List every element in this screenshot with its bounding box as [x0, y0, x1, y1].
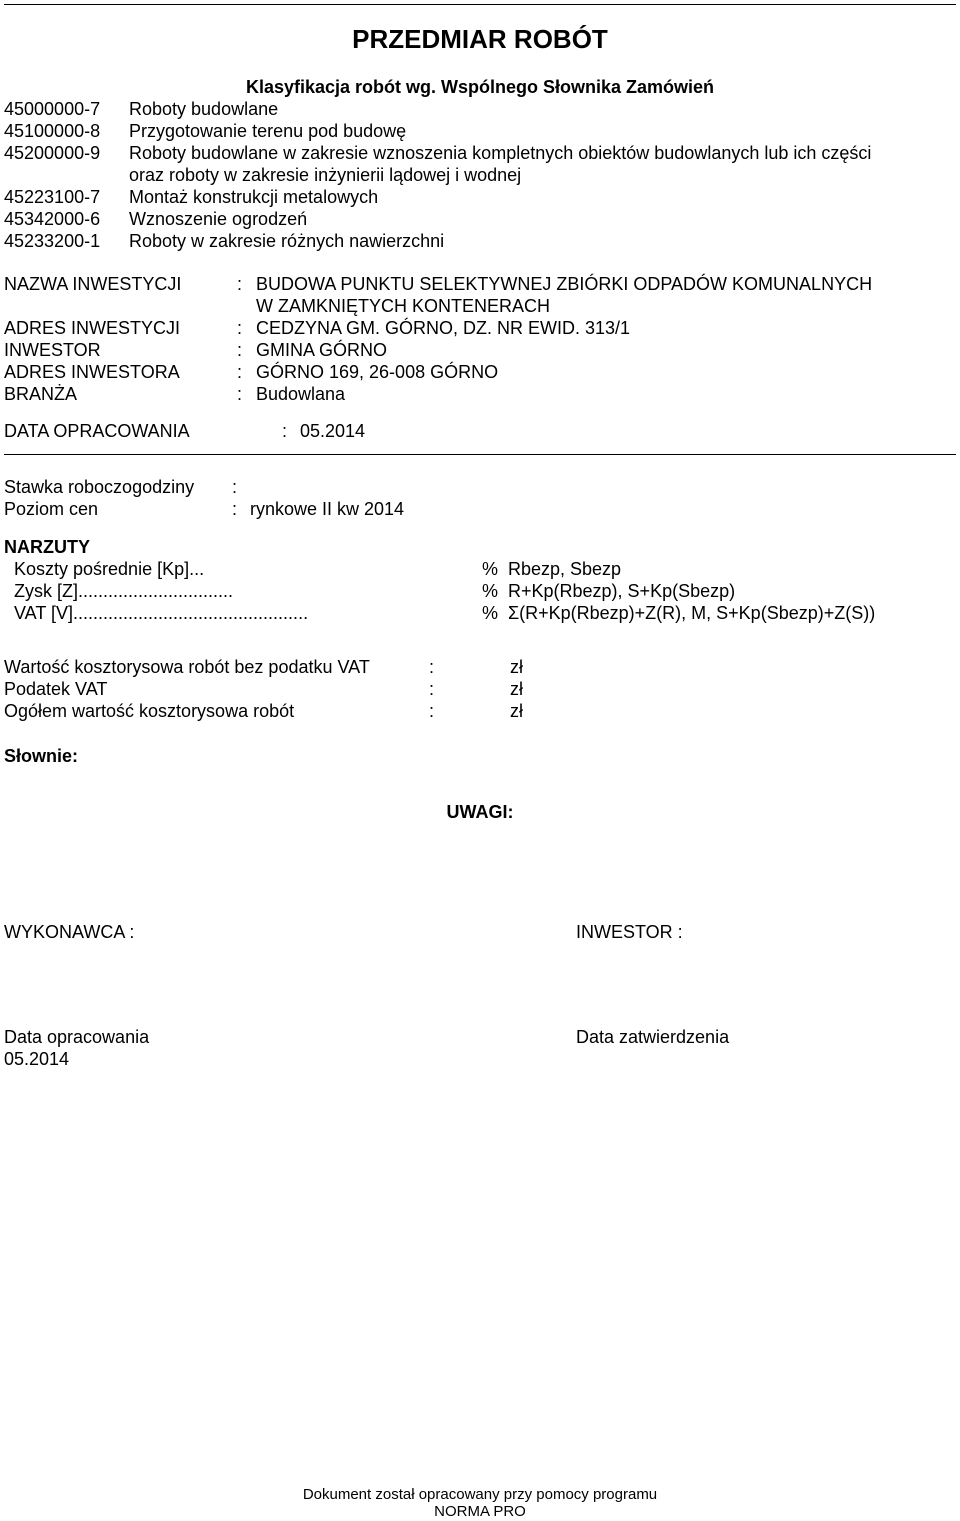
investment-name-label: NAZWA INWESTYCJI — [4, 274, 182, 294]
middle-rule — [4, 454, 956, 455]
investor-label: INWESTOR — [4, 340, 101, 360]
branch-label: BRANŻA — [4, 384, 78, 404]
investment-name-value: BUDOWA PUNKTU SELEKTYWNEJ ZBIÓRKI ODPADÓW KOMUNALNYCH — [256, 274, 873, 294]
cpv-code: 45233200-1 — [4, 231, 101, 251]
cpv-code: 45200000-9 — [4, 143, 101, 163]
cpv-code: 45000000-7 — [4, 99, 101, 119]
notes-label: UWAGI: — [446, 802, 514, 822]
cpv-code: 45100000-8 — [4, 121, 101, 141]
footer-line-2: NORMA PRO — [434, 1503, 526, 1520]
hourly-rate-label: Stawka roboczogodziny — [4, 477, 195, 497]
indirect-costs-label: Koszty pośrednie [Kp]... — [14, 559, 205, 579]
separator: : — [237, 274, 243, 294]
investment-address-label: ADRES INWESTYCJI — [4, 318, 181, 338]
investment-address-value: CEDZYNA GM. GÓRNO, DZ. NR EWID. 313/1 — [256, 318, 631, 338]
footer-line-1: Dokument został opracowany przy pomocy programu — [302, 1486, 658, 1503]
cpv-code: 45223100-7 — [4, 187, 101, 207]
vat-formula: Σ(R+Kp(Rbezp)+Z(R), M, S+Kp(Sbezp)+Z(S)) — [508, 603, 876, 623]
separator: : — [429, 701, 435, 721]
indirect-costs-formula: Rbezp, Sbezp — [508, 559, 622, 579]
price-level-label: Poziom cen — [4, 499, 99, 519]
separator: : — [232, 499, 238, 519]
currency: zł — [510, 701, 523, 721]
investor-address-label: ADRES INWESTORA — [4, 362, 180, 382]
separator: : — [282, 421, 288, 441]
profit-label: Zysk [Z]............................... — [14, 581, 234, 601]
percent-sign: % — [482, 603, 499, 623]
classification-heading: Klasyfikacja robót wg. Wspólnego Słownika Zamówień — [245, 77, 715, 97]
currency: zł — [510, 657, 523, 677]
words-label: Słownie: — [4, 746, 79, 766]
vat-markup-label: VAT [V]............................................... — [14, 603, 309, 623]
investor-address-value: GÓRNO 169, 26-008 GÓRNO — [256, 362, 499, 382]
markups-heading: NARZUTY — [4, 537, 90, 557]
contractor-label: WYKONAWCA : — [4, 922, 135, 942]
separator: : — [237, 318, 243, 338]
profit-formula: R+Kp(Rbezp), S+Kp(Sbezp) — [508, 581, 736, 601]
cpv-name: Przygotowanie terenu pod budowę — [129, 121, 407, 141]
total-value-label: Ogółem wartość kosztorysowa robót — [4, 701, 295, 721]
net-value-label: Wartość kosztorysowa robót bez podatku VAT — [4, 657, 370, 677]
price-level-value: rynkowe II kw 2014 — [250, 499, 405, 519]
prep-date-label: Data opracowania — [4, 1027, 150, 1047]
separator: : — [429, 657, 435, 677]
branch-value: Budowlana — [256, 384, 346, 404]
percent-sign: % — [482, 559, 499, 579]
investment-name-value-line2: W ZAMKNIĘTYCH KONTENERACH — [256, 296, 551, 316]
separator: : — [232, 477, 238, 497]
date-label: DATA OPRACOWANIA — [4, 421, 190, 441]
cpv-name: Roboty budowlane w zakresie wznoszenia kompletnych obiektów budowlanych lub ich części — [129, 143, 872, 163]
cpv-name: Wznoszenie ogrodzeń — [129, 209, 308, 229]
investor-sign-label: INWESTOR : — [576, 922, 683, 942]
separator: : — [237, 340, 243, 360]
approval-date-label: Data zatwierdzenia — [576, 1027, 730, 1047]
percent-sign: % — [482, 581, 499, 601]
cpv-name: Roboty budowlane — [129, 99, 279, 119]
vat-value-label: Podatek VAT — [4, 679, 108, 699]
currency: zł — [510, 679, 523, 699]
top-rule — [4, 4, 956, 5]
cpv-name: Roboty w zakresie różnych nawierzchni — [129, 231, 445, 251]
separator: : — [237, 384, 243, 404]
date-value: 05.2014 — [300, 421, 366, 441]
separator: : — [237, 362, 243, 382]
prep-date-value: 05.2014 — [4, 1049, 70, 1069]
cpv-code: 45342000-6 — [4, 209, 101, 229]
investor-value: GMINA GÓRNO — [256, 340, 388, 360]
page-title: PRZEDMIAR ROBÓT — [352, 24, 608, 54]
cpv-name-continuation: oraz roboty w zakresie inżynierii lądowej i wodnej — [129, 165, 522, 185]
cpv-name: Montaż konstrukcji metalowych — [129, 187, 379, 207]
separator: : — [429, 679, 435, 699]
